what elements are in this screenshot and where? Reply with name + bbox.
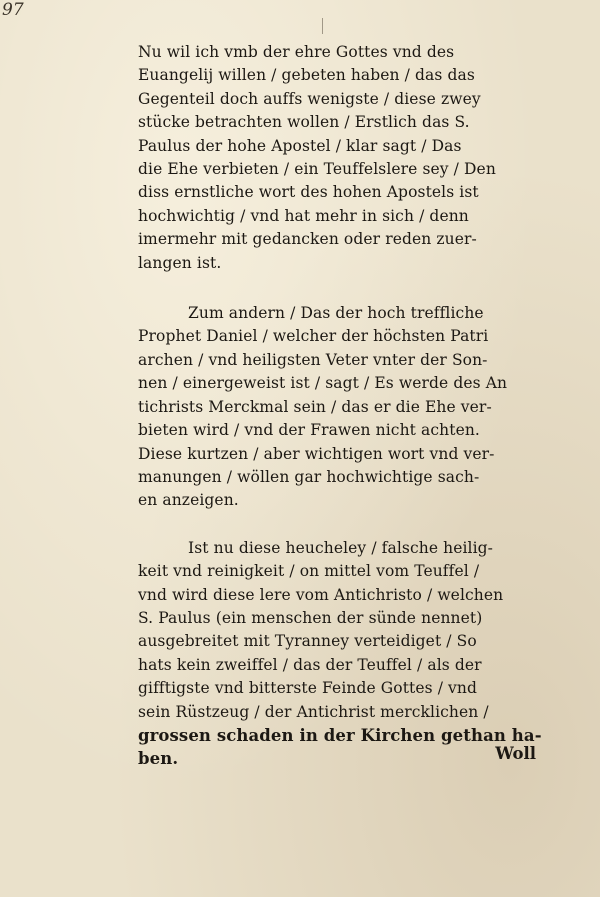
text-line: grossen schaden in der Kirchen gethan ha-	[138, 725, 542, 745]
text-line: Prophet Daniel / welcher der höchsten Patri	[138, 327, 489, 346]
text-line: imermehr mit gedancken oder reden zuer-	[138, 230, 477, 249]
paragraph-2	[138, 302, 542, 513]
text-line: Diese kurtzen / aber wichtigen wort vnd ver-	[138, 444, 495, 463]
text-line: hochwichtig / vnd hat mehr in sich / denn	[138, 206, 469, 225]
text-line: tichrists Merckmal sein / das er die Ehe ver-	[138, 397, 492, 416]
text-block	[138, 41, 542, 771]
folio-number: 97	[2, 0, 24, 20]
text-line: ausgebreitet mit Tyranney verteidiget / So	[138, 632, 477, 651]
text-line: hats kein zweiffel / das der Teuffel / als der	[138, 655, 482, 674]
text-line: en anzeigen.	[138, 491, 239, 510]
text-line: langen ist.	[138, 253, 222, 272]
text-line: gifftigste vnd bitterste Feinde Gottes / vnd	[138, 679, 478, 698]
text-line: ben.	[138, 749, 179, 769]
text-line: die Ehe verbieten / ein Teuffelslere sey / Den	[138, 160, 496, 179]
text-line: diss ernstliche wort des hohen Apostels ist	[138, 183, 479, 202]
text-line: bieten wird / vnd der Frawen nicht achten.	[138, 421, 480, 440]
text-line: stücke betrachten wollen / Erstlich das S.	[138, 113, 470, 132]
text-line: archen / vnd heiligsten Veter vnter der Son-	[138, 350, 488, 369]
text-line: manungen / wöllen gar hochwichtige sach-	[138, 467, 480, 486]
paragraph-1	[138, 41, 542, 275]
text-line: Euangelij willen / gebeten haben / das das	[138, 66, 475, 85]
text-line: Nu wil ich vmb der ehre Gottes vnd des	[138, 43, 455, 61]
text-line: sein Rüstzeug / der Antichrist mercklichen /	[138, 702, 489, 721]
text-line: nen / einergeweist ist / sagt / Es werde des An	[138, 374, 508, 393]
text-line: S. Paulus (ein menschen der sünde nennet)	[138, 608, 483, 627]
catchword: Woll	[495, 744, 536, 763]
paragraph-3	[138, 537, 542, 771]
text-line: Ist nu diese heucheley / falsche heilig-	[188, 538, 494, 557]
text-line: Zum andern / Das der hoch treffliche	[188, 304, 484, 323]
page-edge-mark	[322, 18, 323, 34]
text-line: Paulus der hohe Apostel / klar sagt / Das	[138, 136, 462, 155]
text-line: Gegenteil doch auffs wenigste / diese zwey	[138, 89, 481, 108]
text-line: keit vnd reinigkeit / on mittel vom Teuffel /	[138, 562, 480, 581]
text-line: vnd wird diese lere vom Antichristo / welchen	[138, 585, 504, 604]
